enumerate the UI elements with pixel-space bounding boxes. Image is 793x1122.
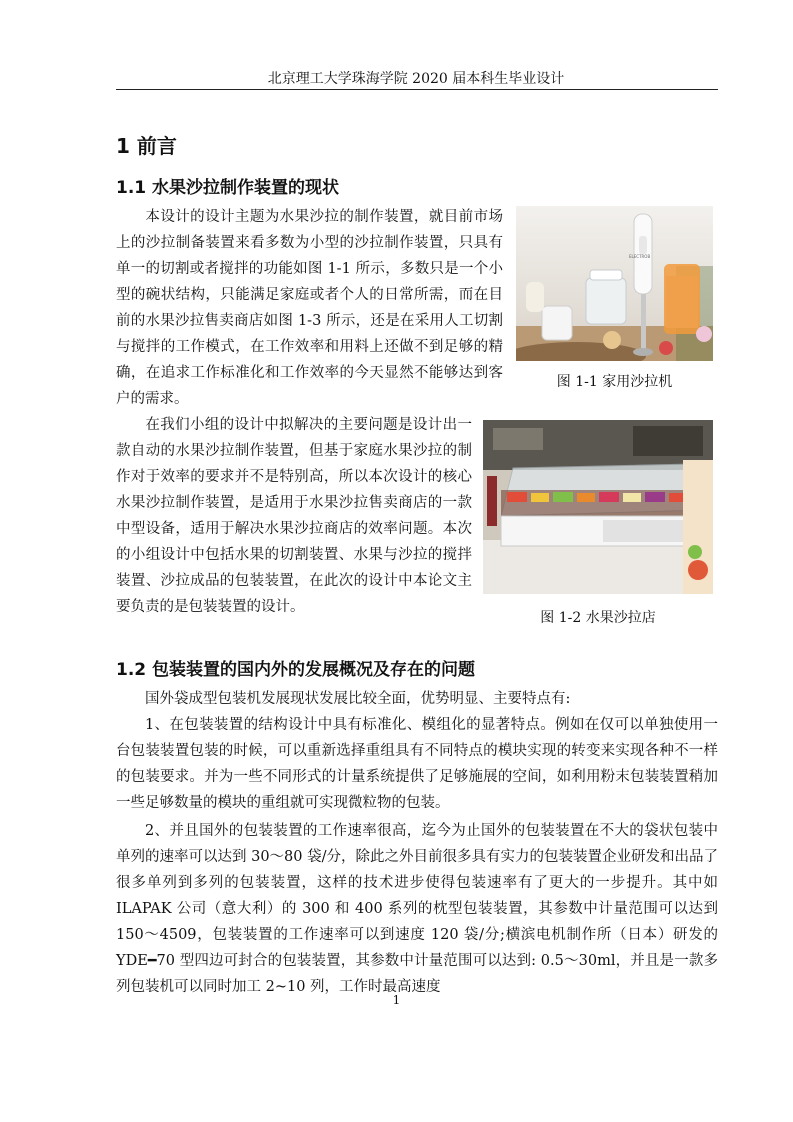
running-header: 北京理工大学珠海学院 2020 届本科生毕业设计 xyxy=(267,71,565,87)
section-1-1-title: 1.1 水果沙拉制作装置的现状 xyxy=(116,178,340,198)
paragraph-text: 本设计的设计主题为水果沙拉的制作装置，就目前市场上的沙拉制备装置来看多数为小型的沙拉制作装置，只具有单一的切割或者搅拌的功能如图 1-1 所示，多数只是一个小型的碗状结构，只能满足家庭或者个人的日常所需，而在目前的水果沙拉售卖商店如图 1-3 所示，还是在采用人工切割与搅拌的工作模式，在工作效率和用料上还做不到足够的精确，在追求工作标准化和工作效率的今天显然不能够达到客户的需求。 xyxy=(116,209,503,407)
paragraph xyxy=(116,818,718,1000)
blender-brand-text: ELECTROB xyxy=(629,254,651,259)
paragraph xyxy=(116,686,718,712)
section-1-title: 1 前言 xyxy=(116,134,177,158)
figure-1-2-caption: 图 1-2 水果沙拉店 xyxy=(540,610,656,626)
paragraph-text: 2、并且国外的包装装置的工作速率很高，迄今为止国外的包装装置在不大的袋状包装中单列的速率可以达到 30～80 袋/分，除此之外目前很多具有实力的包装装置企业研发和出品了很多单列到多列的包装装置，这样的技术进步使得包装速率有了更大的一步提升。其中如 ILAPAK 公司（意大利）的 300 和 400 系列的枕型包装装置，其参数中计量范围可以达到 150～4509，包装装置的工作速率可以到速度 120 袋/分;横滨电机制作所（日本）研发的 YDE━70 型四边可封合的包装装置，其参数中计量范围可以达到: 0.5～30ml，并且是一款多列包装机可以同时加工 2~10 列，工作时最高速度 xyxy=(116,823,719,995)
section-1-2-title: 1.2 包装装置的国内外的发展概况及存在的问题 xyxy=(116,660,476,680)
figure-1-2-image xyxy=(483,420,713,594)
paragraph xyxy=(116,412,472,620)
salad-shop-photo xyxy=(483,420,713,594)
paragraph xyxy=(116,204,503,412)
paragraph-text: 在我们小组的设计中拟解决的主要问题是设计出一款自动的水果沙拉制作装置，但基于家庭水果沙拉的制作对于效率的要求并不是特别高，所以本次设计的核心水果沙拉制作装置，是适用于水果沙拉售卖商店的一款中型设备，适用于解决水果沙拉商店的效率问题。本次的小组设计中包括水果的切割装置、水果与沙拉的搅拌装置、沙拉成品的包装装置，在此次的设计中本论文主要负责的是包装装置的设计。 xyxy=(116,417,472,615)
salad-machine-photo xyxy=(516,206,713,361)
header-rule xyxy=(116,89,718,90)
figure-1-1-image xyxy=(516,206,713,361)
figure-1-1-caption: 图 1-1 家用沙拉机 xyxy=(556,374,673,390)
paragraph-text: 国外袋成型包装机发展现状发展比较全面，优势明显、主要特点有: xyxy=(145,691,571,707)
page-number: 1 xyxy=(392,993,401,1007)
paragraph xyxy=(116,712,718,816)
paragraph-text: 1、在包装装置的结构设计中具有标准化、模组化的显著特点。例如在仅可以单独使用一台包装装置包装的时候，可以重新选择重组具有不同特点的模块实现的转变来实现各种不一样的包装要求。并为一些不同形式的计量系统提供了足够施展的空间，如利用粉末包装装置稍加一些足够数量的模块的重组就可实现微粒物的包装。 xyxy=(116,717,718,811)
